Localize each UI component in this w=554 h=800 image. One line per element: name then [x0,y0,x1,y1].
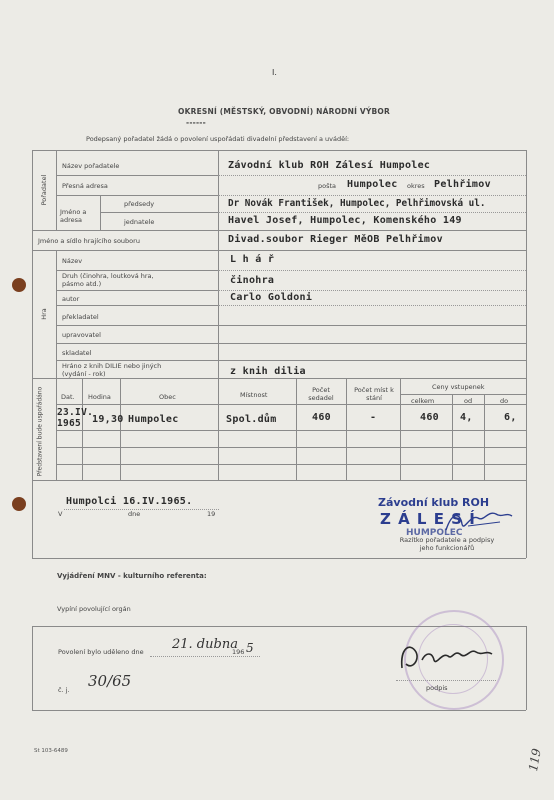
value-okres: Pelhřimov [434,179,491,190]
approval-left-rule [32,626,33,710]
header-od: od [464,397,473,405]
label-okres: okres [407,182,425,190]
cell-pocet-mist: - [370,412,377,423]
col-rule [452,394,453,480]
page-title: OKRESNÍ (MĚSTSKÝ, OBVODNÍ) NÁRODNÍ VÝBOR [178,107,390,116]
approval-bottom-rule [32,710,526,711]
label-soubor: Jméno a sídlo hrajícího souboru [38,237,140,245]
row-rule [100,212,218,213]
stamp-line3: HUMPOLEC [406,528,463,538]
row-rule [56,325,526,326]
label-v: V [58,510,63,518]
date-fill-line [64,509,219,510]
row-rule [56,360,526,361]
header-ceny: Ceny vstupenek [432,383,485,391]
value-jednatele: Havel Josef, Humpolec, Komenského 149 [228,215,462,226]
label-prekladatel: překladatel [62,313,99,321]
header-hodina: Hodina [88,393,111,401]
approval-right-rule [526,626,527,710]
cell-datum: 23.IV. 1965 [57,407,94,429]
cell-pocet-sedadel: 460 [312,412,331,423]
section-label-predstaveni: Představení bude uspořádáno [36,386,44,477]
form-left-rule [32,150,33,558]
fill-line [218,175,526,176]
form-right-rule [526,150,527,558]
label-upravovatel: upravovatel [62,331,101,339]
stamp-caption: Razítko pořadatele a podpisy jeho funkcionářů [399,536,495,552]
value-posta: Humpolec [347,179,398,190]
page-number: 119 [526,747,544,773]
punch-hole-bottom [12,497,26,511]
club-signature-mark [438,506,518,538]
row-rule [56,343,526,344]
label-mnv: Vyjádření MNV - kulturního referenta: [57,572,207,580]
label-predsedy: předsedy [124,200,155,208]
label-organ: Vypíní povolující orgán [57,605,131,613]
row-rule [56,430,526,431]
cell-obec: Humpolec [128,414,179,425]
fill-line [218,195,526,196]
row-rule [56,404,526,405]
place-date: Humpolci 16.IV.1965. [66,496,193,507]
label-druh: Druh (činohra, loutková hra, pásmo atd.) [62,272,154,288]
value-nazev-poradatele: Závodní klub ROH Zálesí Humpolec [228,160,431,171]
title-underline: ------ [186,118,206,127]
stamp-line2: Z Á L E S Í [380,510,476,528]
row-rule [56,195,218,196]
row-rule [32,480,526,481]
approval-year-digit: 5 [246,641,254,655]
stamp-line1: Závodní klub ROH [378,496,490,509]
label-posta: pošta [318,182,337,190]
value-nazev: L h á ř [230,254,275,265]
header-do: do [500,397,509,405]
cell-celkem: 460 [420,412,439,423]
form-bottom-rule [32,558,526,559]
row-rule [56,270,218,271]
section-label-hra: Hra [40,308,48,320]
intro-text: Podepsaný pořadatel žádá o povolení uspořádati divadelní představení a uváděí: [86,135,350,143]
cell-mistnost: Spol.dům [226,414,277,425]
section-label-poradatel: Pořadatel [40,174,48,206]
row-rule [32,378,526,379]
label-dne: dne [128,510,141,518]
header-datum: Dat. [61,393,75,401]
label-podpis: podpis [426,684,448,692]
granted-date: 21. dubna [172,637,238,652]
row-rule [56,447,526,448]
cell-hodina: 19,30 [92,414,124,425]
label-nazev-poradatele: Název pořadatele [62,162,120,170]
label-skladatel: skladatel [62,349,92,357]
label-jmeno-adresa: Jméno a adresa [60,208,87,224]
value-autor: Carlo Goldoni [230,292,313,303]
row-rule [32,250,526,251]
header-mistnost: Místnost [240,391,268,399]
cell-do: 6, [504,412,517,423]
form-code: St 103-6489 [34,748,68,754]
label-autor: autor [62,295,80,303]
row-rule [32,230,526,231]
official-signature [396,638,506,678]
punch-hole-top [12,278,26,292]
value-source: z knih dilia [230,366,306,377]
poradatel-divider [56,150,57,230]
col-rule [484,394,485,480]
row-rule [56,305,218,306]
label-source: Hráno z knih DILIE nebo jiných (vydání - rok) [62,362,162,378]
value-soubor: Divad.soubor Rieger MěOB Pelhřimov [228,234,443,245]
form-top-rule [32,150,526,151]
row-rule [56,464,526,465]
cj-value: 30/65 [88,672,132,690]
fill-line [218,270,526,271]
value-druh: činohra [230,275,275,286]
podpis-fill-line [396,680,496,681]
label-presna-adresa: Přesná adresa [62,182,108,190]
cell-od: 4, [460,412,473,423]
fill-line [218,305,526,306]
label-year-19: 19 [207,510,216,518]
granted-fill-line [150,656,260,657]
value-predsedy: Dr Novák František, Humpolec, Pelhřimovská ul. [228,198,486,209]
header-obec: Obec [159,393,176,401]
label-approval-year: 196 [232,648,245,656]
label-cj: č. j. [58,686,70,694]
row-rule [56,290,218,291]
header-pocet-mist: Počet míst k stání [354,386,394,402]
header-celkem: celkem [411,397,435,405]
row-rule [400,394,526,395]
fill-line [218,212,526,213]
row-rule [56,175,218,176]
label-jednatele: jednatele [124,218,155,226]
roman-numeral: I. [272,68,277,77]
header-pocet-sedadel: Počet sedadel [308,386,334,402]
fill-line [218,290,526,291]
label-granted: Povolení bylo uděleno dne [58,648,144,656]
label-nazev: Název [62,257,83,265]
